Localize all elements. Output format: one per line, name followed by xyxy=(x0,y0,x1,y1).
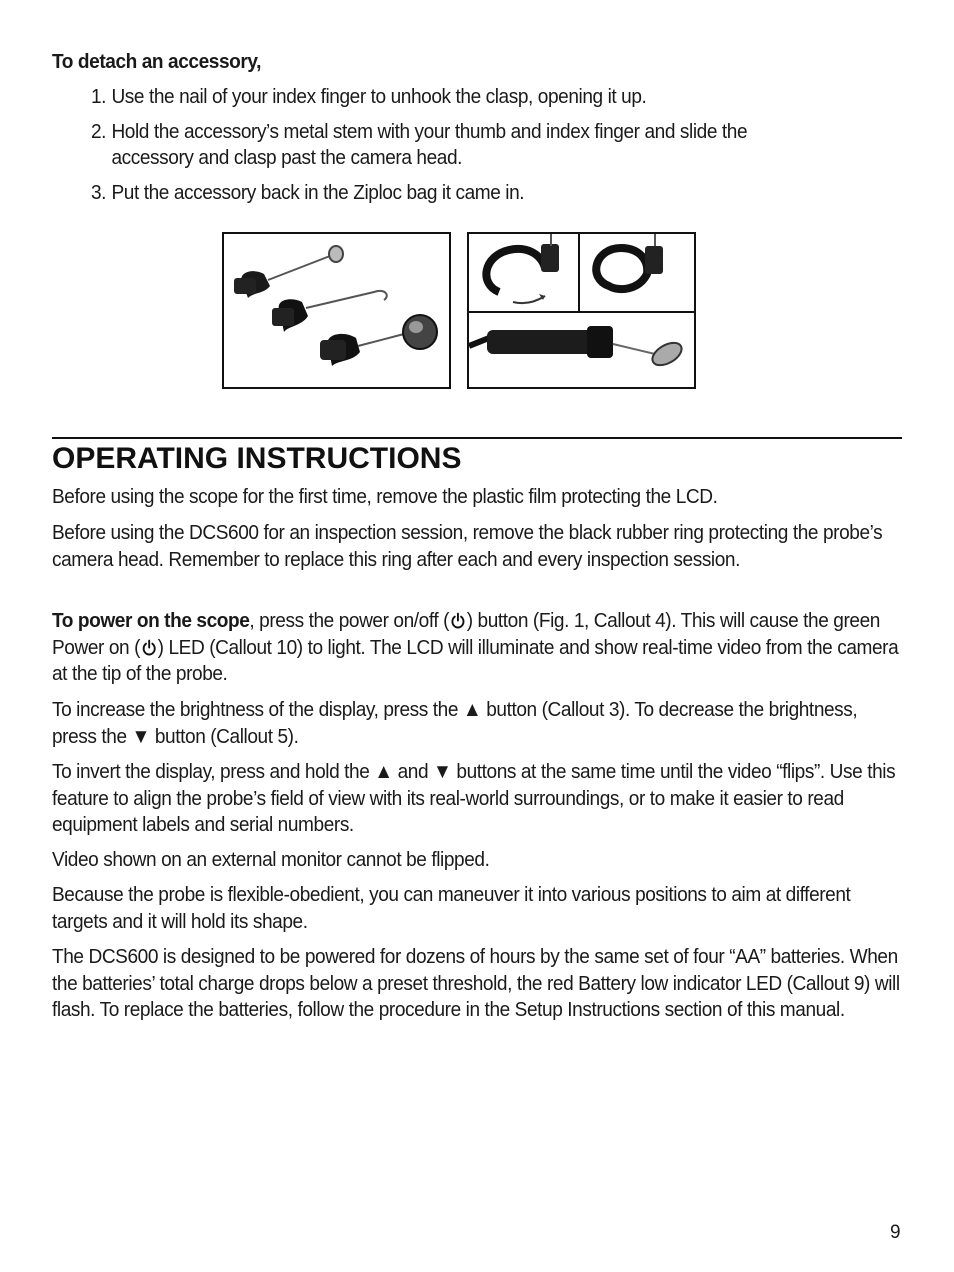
brightness-text-b: button (Callout 3). To decrease the brightness, press the xyxy=(52,698,858,748)
section-divider xyxy=(52,437,902,439)
paragraph-remove-film: Before using the scope for the first time, remove the plastic film protecting the LCD. xyxy=(52,485,718,508)
step-text: Hold the accessory’s metal stem with your thumb and index finger and slide the accessory and clasp past the camera head. xyxy=(111,119,748,169)
invert-text-c: buttons at the same time until the video “flips”. Use this feature to align the probe’s field of view with its real-world surroundings, or to make it easier to read equipment labels and serial numbers. xyxy=(52,760,896,836)
paragraph-external-monitor: Video shown on an external monitor cannot be flipped. xyxy=(52,848,490,871)
detach-steps xyxy=(91,84,941,214)
power-on-heading: To power on the scope xyxy=(52,609,250,632)
step-number: 3. xyxy=(91,180,107,204)
power-icon xyxy=(141,639,157,656)
step-text: Put the accessory back in the Ziploc bag it came in. xyxy=(111,180,525,204)
section-title: OPERATING INSTRUCTIONS xyxy=(52,442,462,475)
invert-text-b: and xyxy=(392,760,434,783)
step-number: 2. xyxy=(91,119,107,143)
invert-text-a: To invert the display, press and hold the xyxy=(52,760,375,783)
clasp-photo xyxy=(469,234,694,387)
up-triangle-icon: ▲ xyxy=(374,760,393,783)
brightness-text-a: To increase the brightness of the display, press the xyxy=(52,698,463,721)
paragraph-brightness xyxy=(52,697,902,750)
accessories-photo xyxy=(224,234,449,387)
power-icon xyxy=(450,612,466,629)
paragraph-power-on xyxy=(52,608,902,688)
list-item xyxy=(91,84,891,111)
paragraph-flexible-probe: Because the probe is flexible-obedient, you can maneuver it into various positions to aim at different targets and it will hold its shape. xyxy=(52,883,851,933)
step-text: Use the nail of your index finger to unhook the clasp, opening it up. xyxy=(111,85,647,108)
step-number: 1. xyxy=(91,85,107,108)
accessories-illustration xyxy=(222,232,451,389)
accessory-figures xyxy=(222,232,696,390)
list-item xyxy=(91,180,891,207)
power-on-text-c: ) LED (Callout 10) to light. The LCD will illuminate and show real-time video from the camera at the tip of the probe. xyxy=(52,635,899,685)
paragraph-batteries: The DCS600 is designed to be powered for dozens of hours by the same set of four “AA” batteries. When the batteries’ total charge drops below a preset threshold, the red Battery low indicator LED (Callout 9) will flash. To replace the batteries, follow the procedure in the Setup Instructions section of this manual. xyxy=(52,945,900,1021)
paragraph-remove-ring: Before using the DCS600 for an inspection session, remove the black rubber ring protecting the probe’s camera head. Remember to replace this ring after each and every inspection session. xyxy=(52,521,883,571)
detach-heading: To detach an accessory, xyxy=(52,50,262,73)
power-on-text-b: ) button (Fig. 1, Callout 4). This will cause the green Power on ( xyxy=(52,609,880,659)
brightness-text-c: button (Callout 5). xyxy=(149,724,299,748)
list-item xyxy=(91,119,798,172)
power-on-text-a: , press the power on/off ( xyxy=(249,609,450,632)
clasp-illustration xyxy=(467,232,696,389)
paragraph-invert xyxy=(52,759,902,839)
down-triangle-icon: ▼ xyxy=(433,760,452,783)
down-triangle-icon: ▼ xyxy=(131,724,150,748)
page-number: 9 xyxy=(890,1222,901,1243)
up-triangle-icon: ▲ xyxy=(462,698,482,721)
